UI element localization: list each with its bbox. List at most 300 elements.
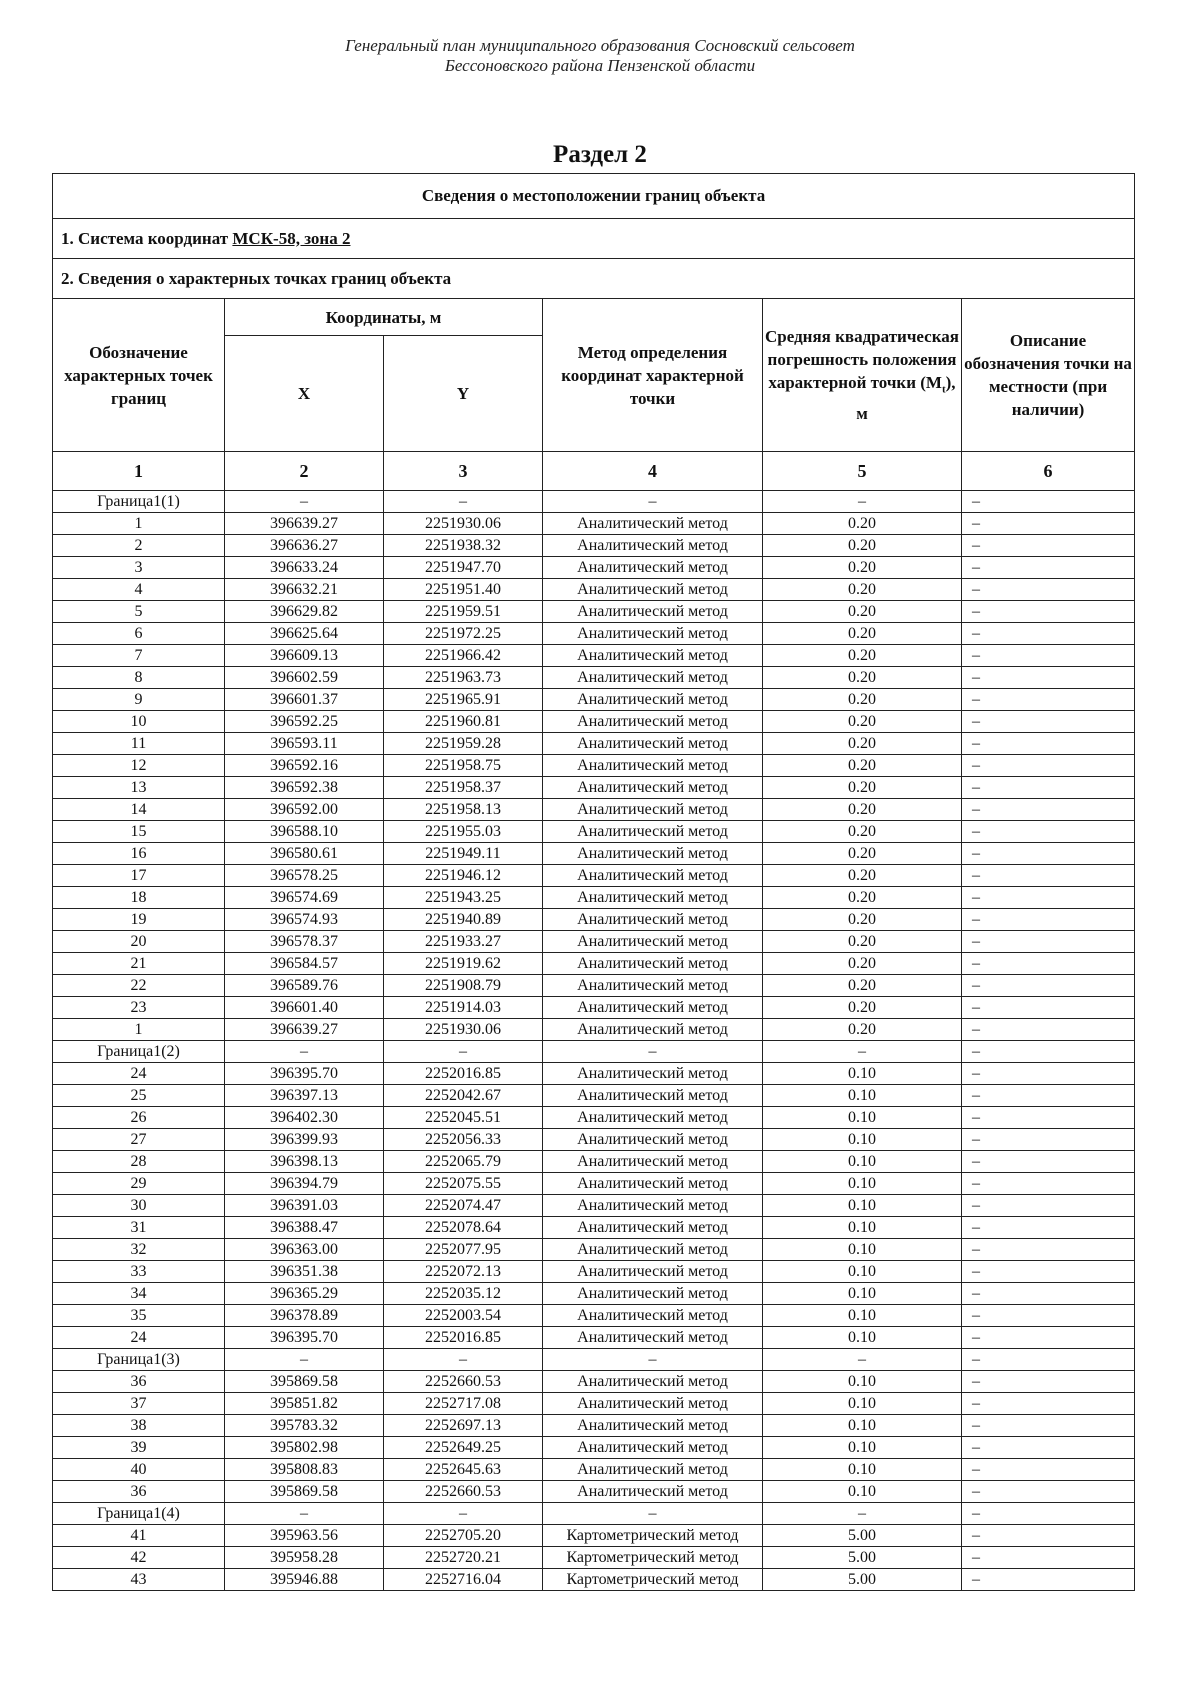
point-designation: 24 [53, 1063, 225, 1085]
point-description: – [962, 623, 1135, 645]
point-description: – [962, 909, 1135, 931]
point-error: 0.20 [763, 535, 962, 557]
table-row [53, 1547, 1135, 1569]
point-y: 2252716.04 [384, 1569, 543, 1591]
point-description: – [962, 733, 1135, 755]
point-y: 2251949.11 [384, 843, 543, 865]
point-description: – [962, 1283, 1135, 1305]
point-method: Аналитический метод [543, 777, 763, 799]
point-error: 0.20 [763, 645, 962, 667]
table-row [53, 491, 1135, 513]
point-y: 2251965.91 [384, 689, 543, 711]
table-caption: Сведения о местоположении границ объекта [53, 174, 1135, 219]
point-y: 2251958.13 [384, 799, 543, 821]
point-error: 0.20 [763, 887, 962, 909]
point-x: 396574.69 [225, 887, 384, 909]
point-method: Аналитический метод [543, 909, 763, 931]
point-error: 0.20 [763, 843, 962, 865]
point-designation: 5 [53, 601, 225, 623]
point-y: – [384, 1503, 543, 1525]
column-number-row [53, 452, 1135, 491]
point-error: 0.10 [763, 1481, 962, 1503]
point-y: 2251943.25 [384, 887, 543, 909]
point-y: 2252003.54 [384, 1305, 543, 1327]
point-error: – [763, 1041, 962, 1063]
point-designation: 35 [53, 1305, 225, 1327]
point-error: 0.20 [763, 997, 962, 1019]
point-description: – [962, 1503, 1135, 1525]
point-method: Аналитический метод [543, 623, 763, 645]
point-x: 396388.47 [225, 1217, 384, 1239]
header-method: Метод определения координат характерной точки [543, 299, 763, 452]
point-x: 396639.27 [225, 513, 384, 535]
coord-system-prefix: 1. Система координат [61, 228, 233, 248]
point-method: Аналитический метод [543, 1107, 763, 1129]
point-method: Аналитический метод [543, 887, 763, 909]
table-row [53, 1041, 1135, 1063]
point-designation: 2 [53, 535, 225, 557]
point-method: Аналитический метод [543, 689, 763, 711]
point-description: – [962, 1481, 1135, 1503]
point-x: 396589.76 [225, 975, 384, 997]
point-y: 2251959.28 [384, 733, 543, 755]
point-description: – [962, 711, 1135, 733]
point-y: 2252016.85 [384, 1063, 543, 1085]
point-error: 0.10 [763, 1437, 962, 1459]
point-x: 396592.25 [225, 711, 384, 733]
table-row [53, 1217, 1135, 1239]
point-designation: 10 [53, 711, 225, 733]
point-designation: 23 [53, 997, 225, 1019]
point-description: – [962, 1437, 1135, 1459]
point-error: 5.00 [763, 1547, 962, 1569]
point-x: – [225, 1041, 384, 1063]
table-row [53, 909, 1135, 931]
table-row [53, 535, 1135, 557]
point-x: 396592.38 [225, 777, 384, 799]
point-y: 2252645.63 [384, 1459, 543, 1481]
point-x: 396601.40 [225, 997, 384, 1019]
point-method: Аналитический метод [543, 975, 763, 997]
point-description: – [962, 1371, 1135, 1393]
point-y: 2251972.25 [384, 623, 543, 645]
point-designation: 24 [53, 1327, 225, 1349]
point-y: 2251946.12 [384, 865, 543, 887]
point-error: 0.20 [763, 755, 962, 777]
point-y: – [384, 1349, 543, 1371]
point-designation: 33 [53, 1261, 225, 1283]
point-designation: Граница1(4) [53, 1503, 225, 1525]
point-error: 0.20 [763, 579, 962, 601]
point-y: 2251951.40 [384, 579, 543, 601]
point-y: 2252720.21 [384, 1547, 543, 1569]
header-line-1: Генеральный план муниципального образования Сосновский сельсовет [345, 36, 855, 55]
point-y: 2251959.51 [384, 601, 543, 623]
point-x: 396602.59 [225, 667, 384, 689]
point-designation: 39 [53, 1437, 225, 1459]
table-row [53, 1371, 1135, 1393]
point-method: Аналитический метод [543, 1129, 763, 1151]
point-error: – [763, 1503, 962, 1525]
point-method: Аналитический метод [543, 535, 763, 557]
point-description: – [962, 579, 1135, 601]
point-y: 2252649.25 [384, 1437, 543, 1459]
point-x: 396588.10 [225, 821, 384, 843]
point-y: 2251930.06 [384, 1019, 543, 1041]
table-row [53, 843, 1135, 865]
point-x: 396398.13 [225, 1151, 384, 1173]
table-row [53, 1503, 1135, 1525]
point-error: 0.20 [763, 733, 962, 755]
point-method: Аналитический метод [543, 931, 763, 953]
point-y: 2251908.79 [384, 975, 543, 997]
point-error: 0.20 [763, 623, 962, 645]
point-description: – [962, 931, 1135, 953]
point-error: 0.10 [763, 1459, 962, 1481]
point-method: Аналитический метод [543, 1459, 763, 1481]
point-error: 0.20 [763, 821, 962, 843]
table-row [53, 1305, 1135, 1327]
point-method: Аналитический метод [543, 557, 763, 579]
table-row [53, 667, 1135, 689]
point-x: 396395.70 [225, 1063, 384, 1085]
table-row [53, 1283, 1135, 1305]
point-method: Аналитический метод [543, 755, 763, 777]
point-description: – [962, 777, 1135, 799]
point-error: 0.10 [763, 1327, 962, 1349]
point-description: – [962, 535, 1135, 557]
point-designation: 32 [53, 1239, 225, 1261]
point-x: 395958.28 [225, 1547, 384, 1569]
table-row [53, 1349, 1135, 1371]
table-row [53, 1195, 1135, 1217]
point-designation: 28 [53, 1151, 225, 1173]
point-x: 396394.79 [225, 1173, 384, 1195]
point-x: 396578.37 [225, 931, 384, 953]
column-number: 5 [763, 452, 962, 491]
point-method: Аналитический метод [543, 821, 763, 843]
point-designation: 37 [53, 1393, 225, 1415]
point-error: 0.10 [763, 1173, 962, 1195]
point-designation: 42 [53, 1547, 225, 1569]
point-error: – [763, 1349, 962, 1371]
point-description: – [962, 843, 1135, 865]
point-description: – [962, 865, 1135, 887]
table-row [53, 799, 1135, 821]
point-description: – [962, 1063, 1135, 1085]
point-description: – [962, 1107, 1135, 1129]
point-description: – [962, 1085, 1135, 1107]
table-row [53, 1459, 1135, 1481]
point-x: 395869.58 [225, 1481, 384, 1503]
point-description: – [962, 1129, 1135, 1151]
point-designation: Граница1(2) [53, 1041, 225, 1063]
header-error: Средняя квадратическая погрешность положения характерной точки $(M_t)$, м [763, 299, 962, 452]
table-row [53, 1019, 1135, 1041]
point-designation: 41 [53, 1525, 225, 1547]
point-method: Аналитический метод [543, 711, 763, 733]
table-row [53, 1261, 1135, 1283]
table-row [53, 1151, 1135, 1173]
point-description: – [962, 1261, 1135, 1283]
point-designation: 14 [53, 799, 225, 821]
point-description: – [962, 1547, 1135, 1569]
point-method: Аналитический метод [543, 1019, 763, 1041]
point-description: – [962, 513, 1135, 535]
point-x: 396574.93 [225, 909, 384, 931]
point-y: – [384, 491, 543, 513]
point-method: Аналитический метод [543, 579, 763, 601]
point-designation: 11 [53, 733, 225, 755]
point-y: 2252660.53 [384, 1371, 543, 1393]
point-method: Аналитический метод [543, 997, 763, 1019]
point-description: – [962, 821, 1135, 843]
section-title: Раздел 2 [553, 141, 647, 168]
point-description: – [962, 1195, 1135, 1217]
point-x: 396633.24 [225, 557, 384, 579]
point-y: 2252077.95 [384, 1239, 543, 1261]
point-description: – [962, 1019, 1135, 1041]
point-y: 2251958.37 [384, 777, 543, 799]
point-description: – [962, 1041, 1135, 1063]
table-row [53, 1085, 1135, 1107]
point-error: 0.10 [763, 1283, 962, 1305]
point-designation: 19 [53, 909, 225, 931]
point-error: 0.20 [763, 953, 962, 975]
point-x: 396391.03 [225, 1195, 384, 1217]
point-y: 2251947.70 [384, 557, 543, 579]
point-error: 5.00 [763, 1569, 962, 1591]
point-description: – [962, 667, 1135, 689]
point-y: 2252065.79 [384, 1151, 543, 1173]
point-description: – [962, 1173, 1135, 1195]
table-row [53, 975, 1135, 997]
point-method: Аналитический метод [543, 1239, 763, 1261]
point-x: 396351.38 [225, 1261, 384, 1283]
point-method: Аналитический метод [543, 1393, 763, 1415]
point-description: – [962, 1305, 1135, 1327]
point-description: – [962, 953, 1135, 975]
table-row [53, 997, 1135, 1019]
point-designation: 15 [53, 821, 225, 843]
point-error: 0.10 [763, 1129, 962, 1151]
point-error: 0.10 [763, 1393, 962, 1415]
point-error: 0.20 [763, 931, 962, 953]
point-error: 0.10 [763, 1261, 962, 1283]
point-x: – [225, 1503, 384, 1525]
point-y: 2251914.03 [384, 997, 543, 1019]
point-description: – [962, 689, 1135, 711]
table-row [53, 1107, 1135, 1129]
point-y: 2252074.47 [384, 1195, 543, 1217]
point-x: 395963.56 [225, 1525, 384, 1547]
table-row [53, 1569, 1135, 1591]
point-designation: 20 [53, 931, 225, 953]
point-x: 396578.25 [225, 865, 384, 887]
point-description: – [962, 1151, 1135, 1173]
point-designation: 36 [53, 1371, 225, 1393]
point-y: 2251958.75 [384, 755, 543, 777]
table-row [53, 557, 1135, 579]
column-number: 1 [53, 452, 225, 491]
point-x: 395783.32 [225, 1415, 384, 1437]
point-x: 396601.37 [225, 689, 384, 711]
point-designation: 30 [53, 1195, 225, 1217]
point-x: 396397.13 [225, 1085, 384, 1107]
point-error: 0.20 [763, 557, 962, 579]
point-description: – [962, 645, 1135, 667]
point-y: 2251955.03 [384, 821, 543, 843]
point-method: Аналитический метод [543, 601, 763, 623]
point-designation: 3 [53, 557, 225, 579]
point-error: 0.10 [763, 1239, 962, 1261]
point-method: Аналитический метод [543, 843, 763, 865]
point-designation: 43 [53, 1569, 225, 1591]
point-y: 2252056.33 [384, 1129, 543, 1151]
point-error: 0.10 [763, 1305, 962, 1327]
point-x: 395851.82 [225, 1393, 384, 1415]
point-error: 0.10 [763, 1415, 962, 1437]
point-description: – [962, 997, 1135, 1019]
point-method: Аналитический метод [543, 513, 763, 535]
point-x: 396609.13 [225, 645, 384, 667]
point-designation: 12 [53, 755, 225, 777]
point-x: 395869.58 [225, 1371, 384, 1393]
table-row [53, 1173, 1135, 1195]
table-row [53, 623, 1135, 645]
point-method: Аналитический метод [543, 1305, 763, 1327]
point-designation: 31 [53, 1217, 225, 1239]
header-x: X [225, 336, 384, 452]
point-method: Аналитический метод [543, 1151, 763, 1173]
point-description: – [962, 1349, 1135, 1371]
point-y: – [384, 1041, 543, 1063]
point-method: – [543, 491, 763, 513]
point-y: 2252016.85 [384, 1327, 543, 1349]
point-method: Аналитический метод [543, 645, 763, 667]
point-designation: 36 [53, 1481, 225, 1503]
point-y: 2251938.32 [384, 535, 543, 557]
point-error: 0.10 [763, 1063, 962, 1085]
points-section-title: 2. Сведения о характерных точках границ объекта [53, 259, 1135, 299]
point-method: Аналитический метод [543, 1261, 763, 1283]
table-row [53, 755, 1135, 777]
point-method: Аналитический метод [543, 733, 763, 755]
point-description: – [962, 1327, 1135, 1349]
point-x: 395802.98 [225, 1437, 384, 1459]
point-error: 0.20 [763, 865, 962, 887]
table-row [53, 821, 1135, 843]
point-error: 0.10 [763, 1151, 962, 1173]
point-designation: 8 [53, 667, 225, 689]
boundary-points-table [52, 173, 1135, 1591]
point-error: 0.20 [763, 909, 962, 931]
point-description: – [962, 601, 1135, 623]
point-y: 2252072.13 [384, 1261, 543, 1283]
point-error: 0.20 [763, 689, 962, 711]
point-error: 0.20 [763, 777, 962, 799]
table-row [53, 1525, 1135, 1547]
point-designation: 34 [53, 1283, 225, 1305]
point-method: Аналитический метод [543, 953, 763, 975]
point-method: Аналитический метод [543, 1327, 763, 1349]
point-x: 396593.11 [225, 733, 384, 755]
point-x: 396592.00 [225, 799, 384, 821]
point-designation: Граница1(1) [53, 491, 225, 513]
document-header [0, 36, 1200, 76]
table-row [53, 887, 1135, 909]
point-error: 5.00 [763, 1525, 962, 1547]
point-description: – [962, 557, 1135, 579]
point-y: 2251919.62 [384, 953, 543, 975]
point-error: 0.10 [763, 1195, 962, 1217]
point-y: 2252042.67 [384, 1085, 543, 1107]
point-error: 0.20 [763, 975, 962, 997]
point-x: 396378.89 [225, 1305, 384, 1327]
column-number: 6 [962, 452, 1135, 491]
point-designation: 27 [53, 1129, 225, 1151]
point-x: 395808.83 [225, 1459, 384, 1481]
point-error: 0.10 [763, 1371, 962, 1393]
point-x: – [225, 1349, 384, 1371]
point-x: 396584.57 [225, 953, 384, 975]
point-method: Аналитический метод [543, 1283, 763, 1305]
table-row [53, 733, 1135, 755]
table-row [53, 601, 1135, 623]
point-description: – [962, 755, 1135, 777]
table-row [53, 689, 1135, 711]
point-x: 396625.64 [225, 623, 384, 645]
point-method: Аналитический метод [543, 799, 763, 821]
point-error: 0.20 [763, 513, 962, 535]
column-number: 2 [225, 452, 384, 491]
point-designation: 21 [53, 953, 225, 975]
point-x: 396592.16 [225, 755, 384, 777]
header-coordinates: Координаты, м [225, 299, 543, 336]
point-y: 2251940.89 [384, 909, 543, 931]
point-error: 0.10 [763, 1085, 962, 1107]
point-designation: 38 [53, 1415, 225, 1437]
point-y: 2252660.53 [384, 1481, 543, 1503]
coord-system-value: МСК-58, зона 2 [232, 228, 351, 248]
header-line-2: Бессоновского района Пензенской области [444, 56, 756, 75]
point-designation: 6 [53, 623, 225, 645]
point-method: Аналитический метод [543, 1481, 763, 1503]
point-y: 2252717.08 [384, 1393, 543, 1415]
point-method: Аналитический метод [543, 1173, 763, 1195]
point-designation: Граница1(3) [53, 1349, 225, 1371]
table-row [53, 953, 1135, 975]
point-method: – [543, 1349, 763, 1371]
point-y: 2251930.06 [384, 513, 543, 535]
point-error: 0.20 [763, 1019, 962, 1041]
point-x: 396639.27 [225, 1019, 384, 1041]
point-y: 2251966.42 [384, 645, 543, 667]
point-x: 395946.88 [225, 1569, 384, 1591]
point-x: 396580.61 [225, 843, 384, 865]
point-designation: 7 [53, 645, 225, 667]
point-designation: 25 [53, 1085, 225, 1107]
coord-system-row [53, 219, 1135, 259]
table-row [53, 931, 1135, 953]
table-row [53, 1239, 1135, 1261]
point-x: 396399.93 [225, 1129, 384, 1151]
point-designation: 26 [53, 1107, 225, 1129]
table-row [53, 1129, 1135, 1151]
point-designation: 29 [53, 1173, 225, 1195]
point-x: 396402.30 [225, 1107, 384, 1129]
point-designation: 1 [53, 513, 225, 535]
